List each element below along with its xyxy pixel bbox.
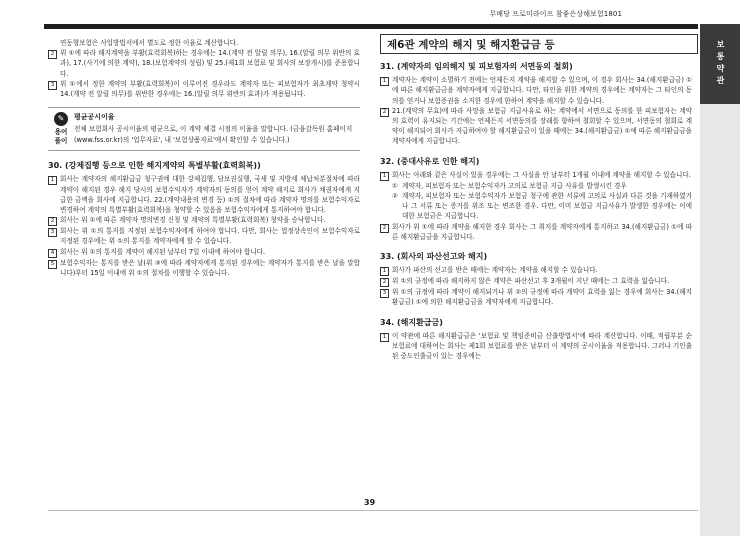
- section-31-title: 31. (계약자의 임의해지 및 피보험자의 서면동의 철회): [380, 62, 573, 71]
- item-number: 2: [48, 50, 57, 59]
- list-item: [380, 106, 692, 147]
- list-item: [380, 331, 692, 362]
- sub-item-text: 계약자, 피보험자 또는 보험수익자가 보험금 청구에 관한 서류에 고의로 사실과 다른 것을 기재하였거나 그 서류 또는 증거를 위조 또는 변조한 경우. 다만, 이미 보험금 지급사유가 발생한 경우에는 이에 대한 보험금은 지급합니다.: [402, 192, 692, 221]
- item-number: 2: [380, 224, 389, 233]
- page-number: 39: [364, 498, 376, 507]
- right-column: [380, 56, 692, 361]
- list-item: [48, 226, 360, 246]
- item-number: 3: [48, 81, 57, 90]
- sub-item-number: ①: [392, 181, 398, 190]
- item-number: 2: [380, 108, 389, 117]
- item-text: 이 약관에 따른 해지환급금은 '보험료 및 책임준비금 산출방법서'에 따라 계산합니다. 이때, 적립부분 순보험료에 대하여는 회사는 제1회 보험료를 받은 날부터 이 계약의 공시이율을 적용합니다. 그러나 기인출된 중도인출금이 있는 경우에는: [392, 331, 692, 361]
- item-text: 위 ①의 규정에 따라 해지하지 않은 계약은 파산선고 후 3개월이 지난 때에는 그 효력을 잃습니다.: [392, 277, 670, 286]
- section-32-title: 32. (중대사유로 인한 해지): [380, 156, 480, 166]
- header-rule: [44, 24, 698, 29]
- section-33-title: 33. (회사의 파산선고와 해지): [380, 252, 488, 262]
- term-title: 평균공시이율: [74, 113, 115, 122]
- item-text: 회사는 계약자의 해지환급금 청구권에 대한 강제집행, 담보권실행, 국세 및 지방세 체납처분절차에 따라 계약이 해지된 경우 해지 당시의 보험수익자가 계약자의 동의를 얻어 계약 해지로 회사가 채권자에게 지급한 금액을 회사에 지급합니다. 22.(계약내용의 변경 등) ①의 절차에 따라 계약자 명의를 보험수익자로 변경하여 계약의 특별부활(효력회복)을 청약할 수 있음을 보험수익자에게 통지하여야 합니다.: [60, 175, 360, 215]
- list-item: [380, 222, 692, 242]
- item-number: 5: [48, 260, 57, 269]
- item-text: 21.(계약의 무효)에 따라 사망을 보험금 지급사유로 하는 계약에서 서면으로 동의를 한 피보험자는 계약의 효력이 유지되는 기간에는 언제든지 서면동의를 장래를 향하여 철회할 수 있으며, 서면동의 철회로 계약이 해지되어 회사가 지급하여야 할 해지환급금이 있을 때에는 34.(해지환급금) ①에 따른 해지환급금을 계약자에게 지급합니다.: [392, 106, 692, 146]
- list-item: [380, 265, 692, 276]
- item-text: 회사가 위 ①에 따라 계약을 해지한 경우 회사는 그 취지를 계약자에게 통지하고 34.(해지환급금) ①에 따른 해지환급금을 지급합니다.: [392, 222, 692, 241]
- item-number: 2: [380, 278, 389, 287]
- side-tab-label[interactable]: [700, 24, 740, 104]
- term-label: 용어 풀이: [54, 128, 68, 146]
- item-text: 회사는 위 ①의 통지를 계약이 해지된 날부터 7일 이내에 하여야 합니다.: [60, 247, 266, 256]
- section-34-title: 34. (해지환급금): [380, 317, 443, 327]
- term-text: 전체 보험회사 공시이율의 평균으로, 이 계약 체결 시점의 이율을 말합니다. (금융감독원 홈페이지(www.fss.or.kr)의 '업무자료', 내 '보험상품자료'에서 확인할 수 있습니다.): [74, 125, 353, 144]
- sub-item-text: 계약자, 피보험자 또는 보험수익자가 고의로 보험금 지급 사유를 발생시킨 경우: [402, 181, 627, 190]
- side-tab-text: 보통약관: [716, 40, 725, 88]
- item-number: 3: [48, 228, 57, 237]
- item-number: 3: [380, 289, 389, 298]
- list-item: [48, 247, 360, 258]
- list-item: [48, 48, 360, 79]
- footer-rule: [48, 510, 698, 511]
- item-text: 위 ①에서 정한 계약의 부활(효력회복)이 이루어진 경우라도 계약자 또는 피보험자가 최초계약 청약시 14.(계약 전 알릴 의무)를 위반한 경우에는 16.(알릴 의무 위반의 효과)가 적용됩니다.: [60, 79, 360, 99]
- list-item: [48, 174, 360, 215]
- item-text: 위 ①에 따라 해지계약을 부활(효력회복)하는 경우에는 14.(계약 전 알릴 의무), 16.(알릴 의무 위반의 효과), 17.(사기에 의한 계약), 18.(보험계약의 성립) 및 25.(제1회 보험료 및 회사의 보장개시)를 준용합니다.: [60, 49, 360, 78]
- item-number: 1: [48, 176, 57, 185]
- list-item: [380, 276, 692, 287]
- list-item: [48, 258, 360, 278]
- list-item: [380, 287, 692, 307]
- left-column: [48, 38, 360, 278]
- item-text: 회사는 위 ①의 통지를 지정된 보험수익자에게 하여야 합니다. 다만, 회사는 법정상속인이 보험수익자로 지정된 경우에는 위 ①의 통지를 계약자에게 할 수 있습니다.: [60, 227, 360, 246]
- list-item: [380, 170, 692, 181]
- item-text: 보험수익자는 통지를 받은 날(위 ③에 따라 계약자에게 통지된 경우에는 계약자가 통지를 받은 날을 말합니다)부터 15일 이내에 위 ①의 절차를 이행할 수 있습니다.: [60, 258, 360, 277]
- sub-list-item: [392, 181, 692, 191]
- sub-item-number: ②: [392, 192, 398, 201]
- item-text: 회사는 위 ①에 따른 계약자 명의변경 신청 및 계약의 특별부활(효력회복) 청약을 승낙합니다.: [60, 216, 326, 225]
- section-30-title: 30. (강제집행 등으로 인한 해지계약의 특별부활(효력회복)): [48, 161, 261, 171]
- sub-list-item: [392, 191, 692, 222]
- pencil-icon: ✎: [54, 112, 68, 126]
- item-number: 1: [380, 333, 389, 342]
- list-item: [380, 75, 692, 106]
- item-number: 1: [380, 267, 389, 276]
- list-item: [48, 79, 360, 99]
- item-number: 1: [380, 172, 389, 181]
- list-item: [48, 215, 360, 226]
- item-number: 1: [380, 77, 389, 86]
- header-product-name: 무배당 프로미라이프 참좋은상해보험1801: [489, 10, 622, 18]
- item-text: 회사는 아래와 같은 사실이 있을 경우에는 그 사실을 안 날부터 1개월 이내에 계약을 해지할 수 있습니다.: [392, 170, 691, 179]
- term-explanation-box: [48, 107, 360, 151]
- intro-text: 연동형보험은 사업방법서에서 별도로 정한 이율로 계산합니다.: [60, 39, 239, 47]
- item-text: 위 ①의 규정에 따라 계약이 해지되거나 위 ②의 규정에 따라 계약이 효력을 잃는 경우에 회사는 34.(해지환급금) ①에 의한 해지환급금을 계약자에게 지급합니다.: [392, 288, 692, 307]
- item-text: 계약자는 계약이 소멸하기 전에는 언제든지 계약을 해지할 수 있으며, 이 경우 회사는 34.(해지환급금) ①에 따른 해지환급금을 계약자에게 지급합니다. 다만, 타인을 위한 계약의 경우에는 계약자는 그 타인의 동의를 얻거나 보험증권을 소지한 경우에 한하여 계약을 해지할 수 있습니다.: [392, 76, 692, 105]
- item-text: 회사가 파산의 선고를 받은 때에는 계약자는 계약을 해지할 수 있습니다.: [392, 266, 598, 275]
- item-number: 2: [48, 217, 57, 226]
- item-number: 4: [48, 249, 57, 258]
- chapter-title: 제6관 계약의 해지 및 해지환급금 등: [380, 34, 698, 54]
